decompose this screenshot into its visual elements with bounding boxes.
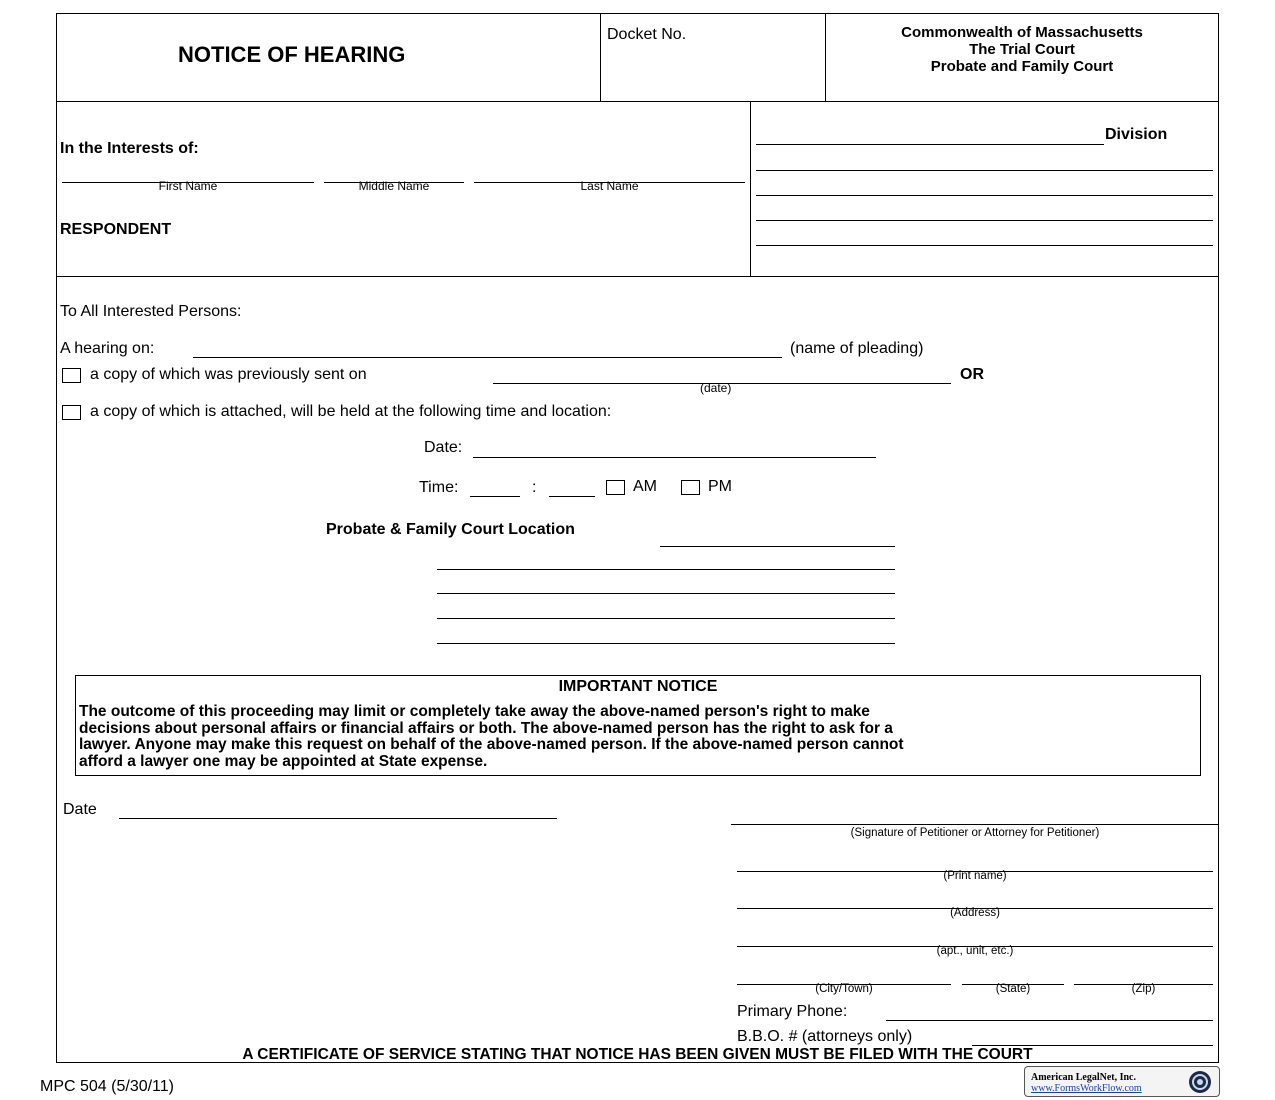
notice-line-3: lawyer. Anyone may make this request on behalf of the above-named person. If the above-named person cannot [79,736,904,753]
docket-label: Docket No. [607,26,687,43]
certificate-notice: A CERTIFICATE OF SERVICE STATING THAT NOTICE HAS BEEN GIVEN MUST BE FILED WITH THE COURT [242,1046,1033,1063]
parties-bottom-rule [56,276,1219,277]
notice-line-1: The outcome of this proceeding may limit or completely take away the above-named person's right to make [79,703,870,720]
vendor-badge[interactable] [1024,1066,1220,1097]
signature-field[interactable] [731,808,1219,825]
division-label: Division [1105,126,1168,143]
division-line-4[interactable] [756,204,1213,221]
hearing-date-label: Date: [424,439,463,456]
am-checkbox[interactable] [606,480,625,495]
notice-line-4: afford a lawyer one may be appointed at State expense. [79,752,488,770]
primary-phone-field[interactable] [886,1004,1213,1021]
am-label: AM [633,478,657,495]
notice-line-2: decisions about personal affairs or financial affairs or both. The above-named person has the right to ask for a [79,719,893,737]
division-line-5[interactable] [756,229,1213,246]
apt-caption: (apt., unit, etc.) [936,945,1014,957]
pleading-name-field[interactable] [193,341,782,358]
first-name-caption: First Name [158,179,218,193]
division-field[interactable] [756,128,1104,145]
last-name-caption: Last Name [580,179,639,193]
division-line-2[interactable] [756,154,1213,171]
city-caption: (City/Town) [815,983,873,995]
hour-field[interactable] [470,480,520,497]
copy-attached-checkbox[interactable] [62,405,81,420]
location-line-4[interactable] [437,602,895,619]
bbo-field[interactable] [972,1029,1213,1046]
signature-caption: (Signature of Petitioner or Attorney for Petitioner) [850,827,1100,839]
time-label: Time: [419,479,459,496]
interests-label: In the Interests of: [60,140,199,157]
court-location-label: Probate & Family Court Location [326,521,575,538]
copy-sent-checkbox[interactable] [62,368,81,383]
court-heading [826,24,1218,75]
vendor-url[interactable]: www.FormsWorkFlow.com [1031,1083,1142,1094]
primary-phone-label: Primary Phone: [737,1003,848,1020]
important-notice-text [79,704,1197,770]
state-caption: (State) [995,983,1031,995]
division-line-3[interactable] [756,179,1213,196]
page-title: NOTICE OF HEARING [178,42,406,67]
parties-divider [750,101,751,276]
signature-date-label: Date [63,801,97,818]
location-line-1[interactable] [660,530,895,547]
time-colon: : [532,479,537,496]
print-name-caption: (Print name) [943,870,1007,882]
location-line-5[interactable] [437,627,895,644]
court-line-1: Commonwealth of Massachusetts [901,24,1143,41]
header-divider-1 [600,13,601,101]
hearing-on-label: A hearing on: [60,340,155,357]
location-line-2[interactable] [437,553,895,570]
date-hint: (date) [700,381,732,395]
or-label: OR [960,366,984,383]
court-line-2: The Trial Court [969,41,1075,58]
pleading-caption: (name of pleading) [790,340,924,357]
important-notice-title: IMPORTANT NOTICE [558,678,718,695]
minute-field[interactable] [549,480,595,497]
copy-attached-label: a copy of which is attached, will be held at the following time and location: [90,403,612,420]
respondent-label: RESPONDENT [60,221,172,238]
hearing-date-field[interactable] [473,441,876,458]
form-id: MPC 504 (5/30/11) [40,1078,174,1095]
bbo-label: B.B.O. # (attorneys only) [737,1028,913,1045]
location-line-3[interactable] [437,577,895,594]
pm-checkbox[interactable] [681,480,700,495]
signature-date-field[interactable] [119,802,557,819]
header-bottom-rule [56,101,1219,102]
middle-name-caption: Middle Name [358,179,430,193]
to-all-persons: To All Interested Persons: [60,303,242,320]
pm-label: PM [708,478,732,495]
zip-caption: (Zip) [1131,983,1156,995]
address-caption: (Address) [950,907,1000,919]
copy-sent-label: a copy of which was previously sent on [90,366,367,383]
court-line-3: Probate and Family Court [930,58,1114,75]
vendor-name: American LegalNet, Inc. [1031,1072,1136,1083]
vendor-logo-icon [1185,1069,1215,1095]
